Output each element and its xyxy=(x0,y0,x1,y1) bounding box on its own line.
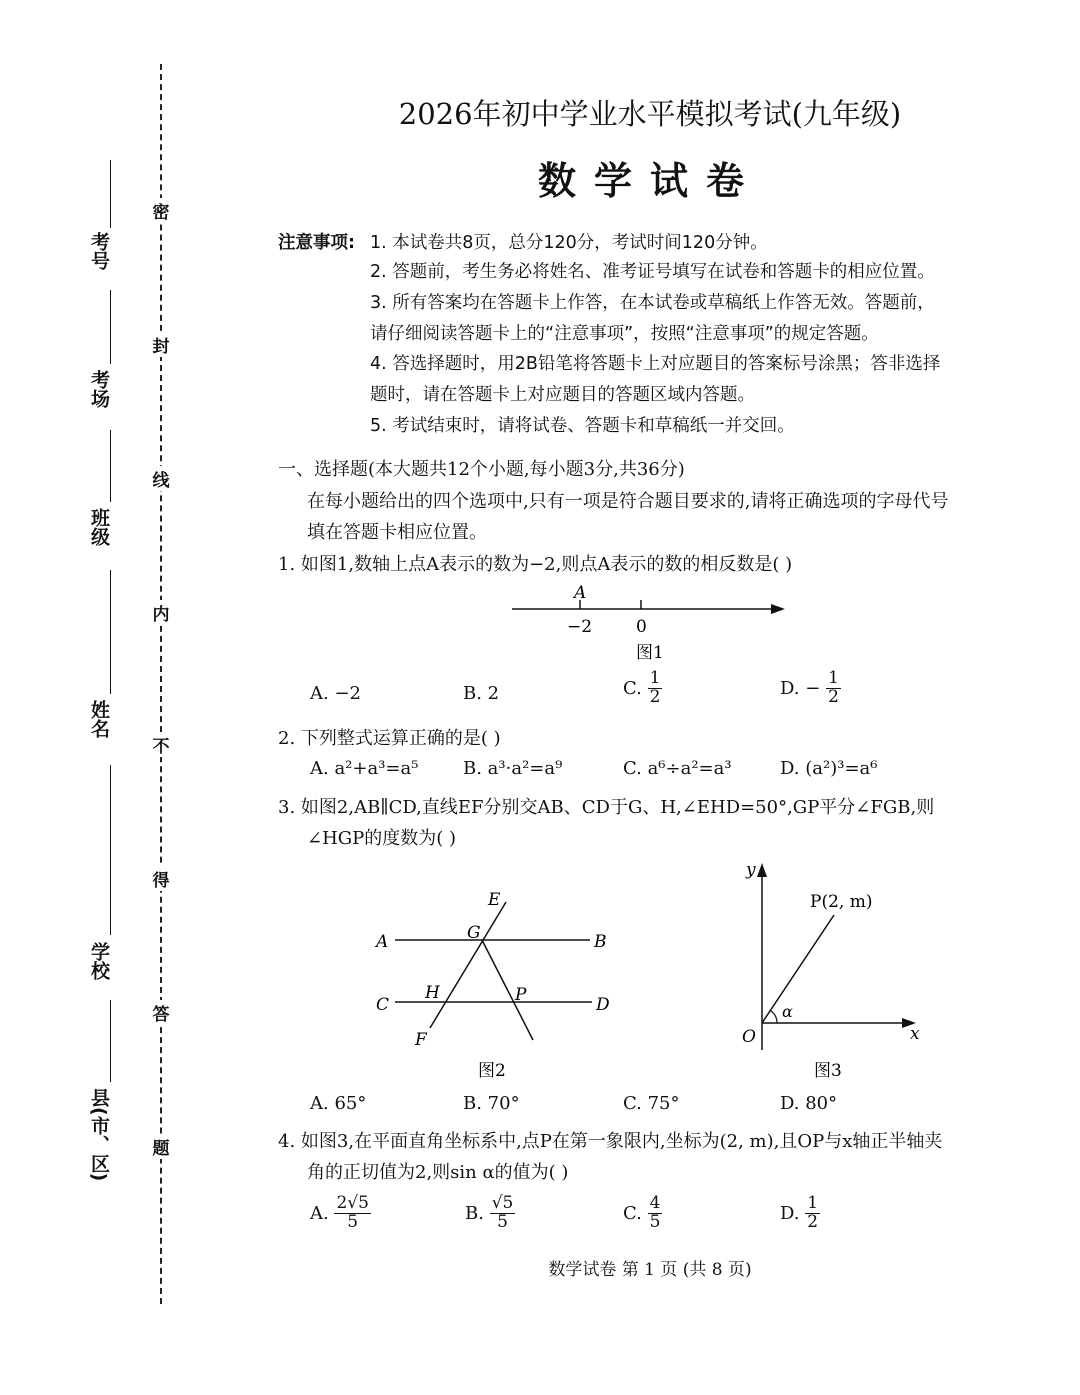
field-name-blank[interactable] xyxy=(110,570,111,694)
q4-option-c xyxy=(623,1195,662,1232)
q4-option-b xyxy=(465,1195,515,1232)
q1-option-b: B. 2 xyxy=(463,683,500,704)
notice-item: 3. 所有答案均在答题卡上作答，在本试卷或草稿纸上作答无效。答题前， xyxy=(370,293,935,313)
seal-char: 封 xyxy=(150,332,172,357)
notice-item: 2. 答题前，考生务必将姓名、准考证号填写在试卷和答题卡的相应位置。 xyxy=(370,262,935,282)
q4-option-a xyxy=(310,1195,371,1232)
option-letter: D. − xyxy=(780,677,821,699)
label-a: A xyxy=(376,932,389,952)
seal-char: 密 xyxy=(150,198,172,223)
notice-item: 1. 本试卷共8页，总分120分，考试时间120分钟。 xyxy=(370,233,768,253)
label-y: y xyxy=(746,860,756,880)
question-3-stem: ∠HGP的度数为( ) xyxy=(307,828,457,849)
label-e: E xyxy=(488,890,501,910)
option-letter: C. xyxy=(623,1202,642,1224)
seal-char: 线 xyxy=(150,466,172,491)
section-heading: 一、选择题(本大题共12个小题,每小题3分,共36分) xyxy=(278,459,685,480)
field-class-blank[interactable] xyxy=(110,430,111,502)
fraction: $\frac{2√5}{5}$ xyxy=(336,1193,369,1232)
field-class-label: 班级 xyxy=(88,508,110,546)
q1-option-a: A. −2 xyxy=(310,683,361,704)
label-c: C xyxy=(376,995,390,1015)
question-3-stem: 3. 如图2,AB∥CD,直线EF分别交AB、CD于G、H,∠EHD=50°,GP平分∠FGB,则 xyxy=(278,797,935,818)
seal-char: 得 xyxy=(150,866,172,891)
label-alpha: α xyxy=(782,1002,793,1021)
q1-option-c xyxy=(623,670,662,707)
label-d: D xyxy=(596,995,610,1015)
question-2-stem: 2. 下列整式运算正确的是( ) xyxy=(278,728,501,749)
figure-2-caption: 图2 xyxy=(478,1061,506,1081)
label-x: x xyxy=(910,1024,920,1044)
option-letter: D. xyxy=(780,1202,800,1224)
fraction: $\frac{1}{2}$ xyxy=(807,1193,819,1232)
label-p-point: P(2, m) xyxy=(810,892,873,912)
notice-item: 请仔细阅读答题卡上的“注意事项”，按照“注意事项”的规定答题。 xyxy=(370,324,879,344)
figure-3-coordinate-plane xyxy=(730,855,940,1085)
label-h: H xyxy=(425,983,440,1003)
figure-1-number-line xyxy=(500,578,800,668)
question-4-stem: 4. 如图3,在平面直角坐标系中,点P在第一象限内,坐标为(2, m),且OP与x轴正半轴夹 xyxy=(278,1131,943,1152)
q2-option-b: B. a³·a²=a⁹ xyxy=(463,758,563,779)
label-origin: O xyxy=(742,1027,756,1047)
fraction: $\frac{1}{2}$ xyxy=(649,668,661,707)
option-letter: B. xyxy=(465,1202,484,1224)
option-letter: C. xyxy=(623,677,642,699)
seal-char: 不 xyxy=(150,732,172,757)
question-4-stem: 角的正切值为2,则sin α的值为( ) xyxy=(307,1162,569,1183)
field-exam-number-blank[interactable] xyxy=(110,160,111,228)
seal-line xyxy=(160,64,162,1304)
q3-option-a: A. 65° xyxy=(310,1093,367,1114)
q2-option-d: D. (a²)³=a⁶ xyxy=(780,758,878,779)
figure-3-caption: 图3 xyxy=(814,1061,842,1081)
subject-title: 数学试卷 xyxy=(537,159,762,203)
notice-item: 题时，请在答题卡上对应题目的答题区域内答题。 xyxy=(370,385,755,405)
fraction: $\frac{√5}{5}$ xyxy=(491,1193,514,1232)
page-footer: 数学试卷 第 1 页 (共 8 页) xyxy=(548,1260,752,1280)
seal-char: 答 xyxy=(150,1000,172,1025)
q3-option-d: D. 80° xyxy=(780,1093,838,1114)
field-exam-number-label: 考号 xyxy=(88,232,110,270)
notice-item: 4. 答选择题时，用2B铅笔将答题卡上对应题目的答案标号涂黑；答非选择 xyxy=(370,354,941,374)
q4-option-d xyxy=(780,1195,820,1232)
fraction: $\frac{1}{2}$ xyxy=(828,668,839,707)
q3-option-b: B. 70° xyxy=(463,1093,520,1114)
field-name-label: 姓名 xyxy=(88,700,110,738)
question-1-stem: 1. 如图1,数轴上点A表示的数为−2,则点A表示的数的相反数是( ) xyxy=(278,554,793,575)
section-instruction: 在每小题给出的四个选项中,只有一项是符合题目要求的,请将正确选项的字母代号 xyxy=(307,491,949,512)
tick-label: 0 xyxy=(636,617,647,637)
q2-option-a: A. a²+a³=a⁵ xyxy=(310,758,419,779)
figure-2-parallel-lines xyxy=(360,880,630,1085)
field-county-blank[interactable] xyxy=(110,1000,111,1082)
q1-option-d xyxy=(780,670,841,707)
notice-item: 5. 考试结束时，请将试卷、答题卡和草稿纸一并交回。 xyxy=(370,416,795,436)
fraction: $\frac{4}{5}$ xyxy=(649,1193,661,1232)
label-g: G xyxy=(467,923,481,943)
label-p: P xyxy=(515,985,527,1005)
seal-char: 内 xyxy=(150,600,172,625)
field-county-label: 县(市、区) xyxy=(88,1088,110,1182)
option-letter: A. xyxy=(310,1202,329,1224)
point-a-label: A xyxy=(574,583,587,603)
label-f: F xyxy=(415,1030,427,1050)
field-exam-room-label: 考场 xyxy=(88,370,110,408)
seal-char: 题 xyxy=(150,1134,172,1159)
section-instruction: 填在答题卡相应位置。 xyxy=(307,522,487,543)
label-b: B xyxy=(594,932,607,952)
field-school-blank[interactable] xyxy=(110,765,111,935)
q3-option-c: C. 75° xyxy=(623,1093,680,1114)
exam-title: 2026年初中学业水平模拟考试(九年级) xyxy=(398,97,902,131)
field-school-label: 学校 xyxy=(88,942,110,980)
figure-1-caption: 图1 xyxy=(636,643,664,663)
field-exam-room-blank[interactable] xyxy=(110,290,111,364)
notice-label: 注意事项: xyxy=(278,233,355,253)
q2-option-c: C. a⁶÷a²=a³ xyxy=(623,758,732,779)
tick-label: −2 xyxy=(567,617,593,637)
